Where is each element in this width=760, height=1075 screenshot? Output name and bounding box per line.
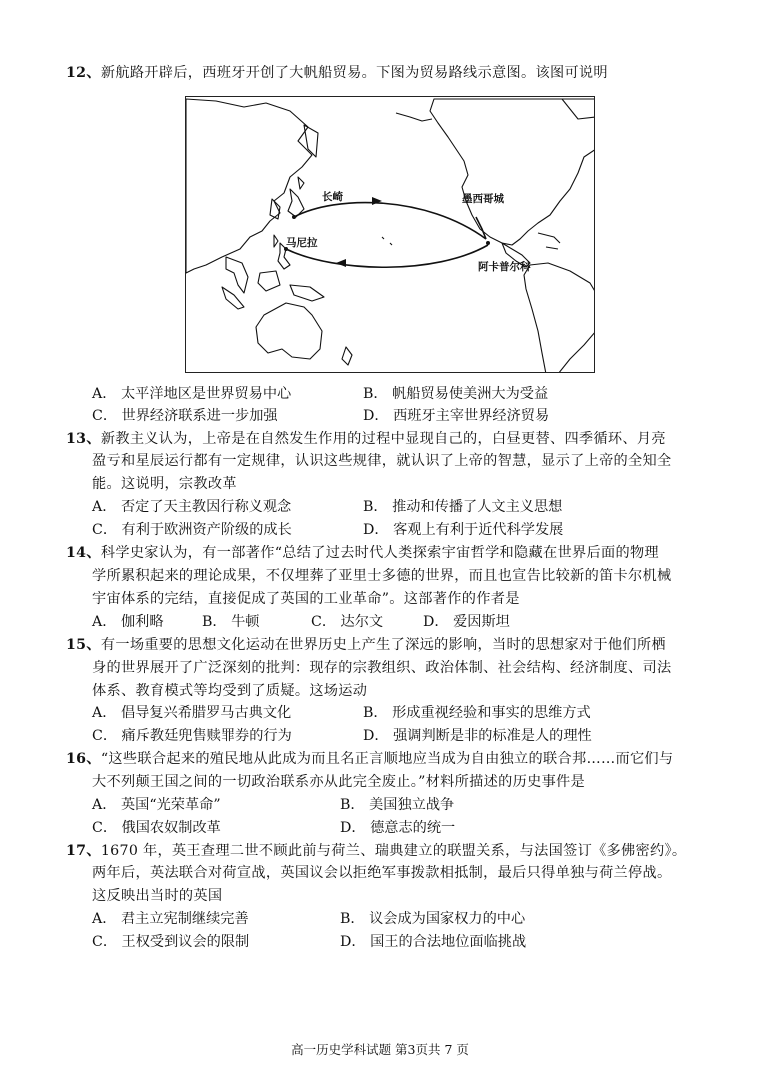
q13-option-b: B． 推动和传播了人文主义思想 — [363, 499, 563, 515]
label-manila: 马尼拉 — [286, 237, 318, 249]
question-16-line-1 — [66, 748, 673, 770]
q17-option-b: B． 议会成为国家权力的中心 — [340, 911, 526, 927]
q13-option-a: A． 否定了天主教因行称义观念 — [92, 499, 292, 515]
route-outbound-east — [294, 203, 486, 239]
label-mexico-city: 墨西哥城 — [462, 193, 504, 205]
q14-option-c: C． 达尔文 — [311, 614, 384, 630]
q14-option-b: B． 牛顿 — [202, 614, 260, 630]
question-13-line-1 — [66, 428, 666, 450]
question-17-line-3: 这反映出当时的英国 — [92, 888, 223, 904]
label-nagasaki: 长崎 — [322, 191, 343, 203]
question-15-line-2: 身的世界展开了广泛深刻的批判：现存的宗教组织、政治体制、社会结构、经济制度、司法 — [92, 660, 672, 676]
label-acapulco: 阿卡普尔科 — [478, 261, 531, 273]
question-12-number: 12、 — [66, 65, 101, 81]
world-map-graphic — [186, 97, 595, 373]
question-14-number: 14、 — [66, 545, 101, 561]
hawaii-islands — [382, 237, 392, 245]
question-12-text: 新航路开辟后，西班牙开创了大帆船贸易。下图为贸易路线示意图。该图可说明 — [100, 65, 608, 81]
question-12-stem — [66, 62, 608, 84]
question-15-line-3: 体系、教育模式等均受到了质疑。这场运动 — [92, 683, 368, 699]
caribbean-islands — [538, 233, 560, 249]
new-zealand — [342, 347, 352, 365]
q12-option-a: A． 太平洋地区是世界贸易中心 — [92, 386, 292, 402]
question-15-number: 15、 — [66, 637, 101, 653]
question-15-text-1: 有一场重要的思想文化运动在世界历史上产生了深远的影响，当时的思想家对于他们所栖 — [100, 637, 666, 653]
question-14-line-2: 学所累积起来的理论成果，不仅埋葬了亚里士多德的世界，而且也宣告比较新的笛卡尔机械 — [92, 568, 672, 584]
q16-option-a: A． 英国“光荣革命” — [92, 797, 221, 813]
q17-option-d: D． 国王的合法地位面临挑战 — [340, 934, 527, 950]
q14-option-a: A． 伽利略 — [92, 614, 164, 630]
question-17-line-2: 两年后，英法联合对荷宣战，英国议会以拒绝军事拨款相抵制，最后只得单独与荷兰停战。 — [92, 865, 672, 881]
question-13-number: 13、 — [66, 431, 101, 447]
nagasaki-point — [292, 215, 296, 219]
q12-option-d: D． 西班牙主宰世界经济贸易 — [363, 408, 550, 424]
sumatra — [222, 287, 244, 309]
aleutian-islands — [396, 113, 432, 121]
taiwan — [274, 235, 278, 247]
route-arrow-west — [336, 259, 346, 267]
q12-option-c: C． 世界经济联系进一步加强 — [92, 408, 278, 424]
question-13-line-2: 盈亏和星辰运行都有一定规律，认识这些规律，就认识了上帝的智慧，显示了上帝的全知全 — [92, 453, 672, 469]
acapulco-point — [486, 241, 490, 245]
trade-route-map — [185, 96, 595, 373]
q15-option-c: C． 痛斥教廷兜售赎罪券的行为 — [92, 728, 292, 744]
north-america — [430, 99, 595, 245]
question-16-number: 16、 — [66, 751, 101, 767]
question-13-text-1: 新教主义认为，上帝是在自然发生作用的过程中显现自己的，白昼更替、四季循环、月亮 — [100, 431, 666, 447]
south-america — [524, 263, 595, 373]
q12-option-b: B． 帆船贸易使美洲大为受益 — [363, 386, 549, 402]
page-footer: 高一历史学科试题 第3页共 7 页 — [291, 1042, 469, 1057]
q16-option-d: D． 德意志的统一 — [340, 820, 456, 836]
q16-option-b: B． 美国独立战争 — [340, 797, 455, 813]
q16-option-c: C． 俄国农奴制改革 — [92, 820, 221, 836]
q13-option-d: D． 客观上有利于近代科学发展 — [363, 522, 564, 538]
greenland — [562, 99, 595, 119]
q15-option-d: D． 强调判断是非的标准是人的理性 — [363, 728, 592, 744]
question-16-text-1: “这些联合起来的殖民地从此成为而且名正言顺地应当成为自由独立的联合邦……而它们与 — [100, 751, 674, 767]
question-14-line-1 — [66, 542, 659, 564]
q17-option-c: C． 王权受到议会的限制 — [92, 934, 250, 950]
q13-option-c: C． 有利于欧洲资产阶级的成长 — [92, 522, 292, 538]
q14-option-d: D． 爱因斯坦 — [423, 614, 510, 630]
question-13-line-3: 能。这说明，宗教改革 — [92, 476, 237, 492]
question-14-text-1: 科学史家认为，有一部著作“总结了过去时代人类探索宇宙哲学和隐藏在世界后面的物理 — [100, 545, 659, 561]
australia — [256, 303, 322, 359]
q15-option-a: A． 倡导复兴希腊罗马古典文化 — [92, 705, 292, 721]
q17-option-a: A． 君主立宪制继续完善 — [92, 911, 249, 927]
new-guinea — [290, 285, 324, 301]
japan-islands — [288, 177, 304, 217]
question-15-line-1 — [66, 634, 666, 656]
question-17-text-1: 1670 年，英王查理二世不顾此前与荷兰、瑞典建立的联盟关系，与法国签订《多佛密约》。 — [100, 843, 687, 859]
indochina — [226, 257, 248, 293]
borneo — [258, 271, 280, 291]
question-17-line-1 — [66, 840, 686, 862]
question-16-line-2: 大不列颠王国之间的一切政治联系亦从此完全废止。”材料所描述的历史事件是 — [92, 774, 586, 790]
question-14-line-3: 宇宙体系的完结，直接促成了英国的工业革命”。这部著作的作者是 — [92, 591, 520, 607]
question-17-number: 17、 — [66, 843, 101, 859]
q15-option-b: B． 形成重视经验和事实的思维方式 — [363, 705, 591, 721]
